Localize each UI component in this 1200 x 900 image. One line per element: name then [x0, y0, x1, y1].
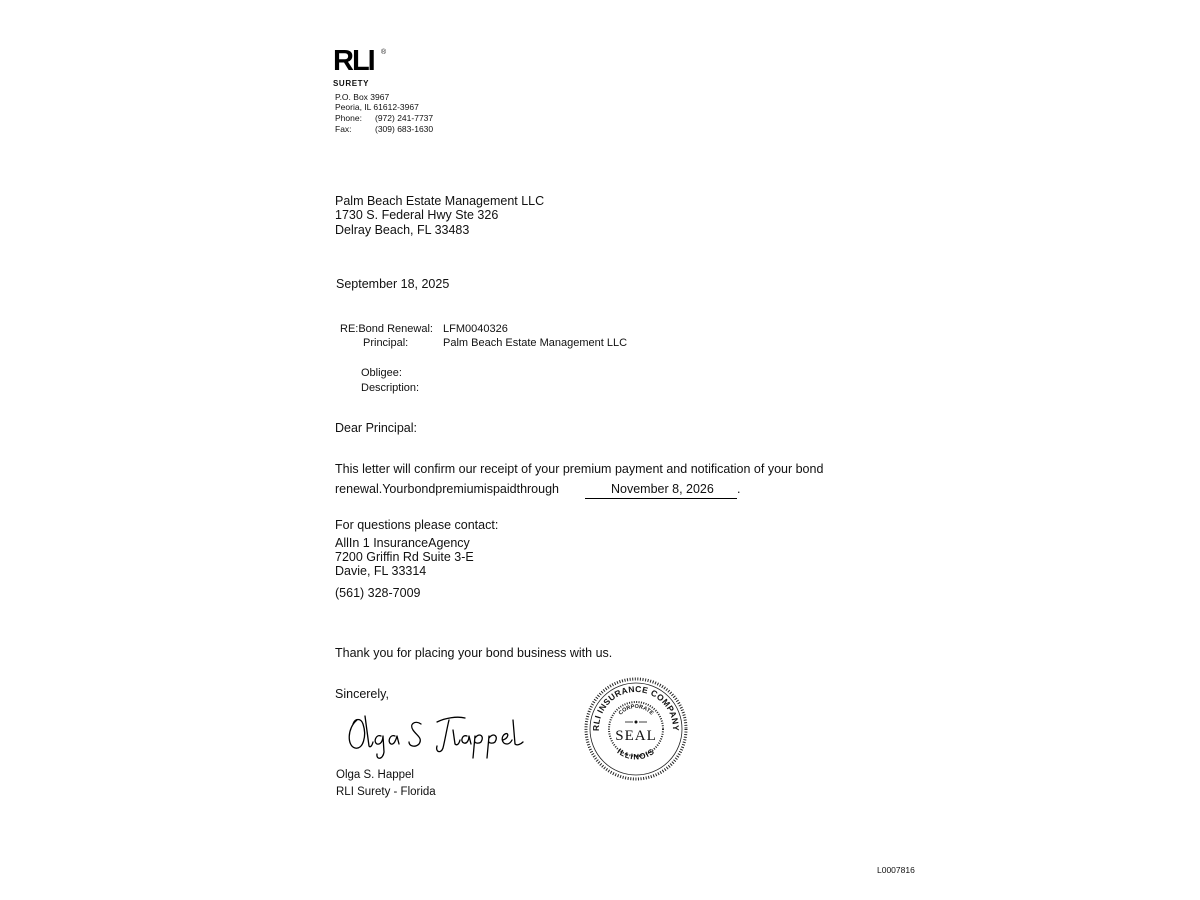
contact-street: 7200 Griffin Rd Suite 3-E [335, 550, 474, 564]
re-principal-value: Palm Beach Estate Management LLC [443, 337, 628, 349]
closing: Sincerely, [335, 687, 389, 701]
letterhead-fax: (309) 683-1630 [375, 124, 434, 134]
re-description-label: Description: [361, 382, 420, 394]
recipient-name: Palm Beach Estate Management LLC [335, 194, 545, 208]
signature-image [343, 710, 529, 764]
thanks-line: Thank you for placing your bond business with us. [335, 646, 613, 660]
seal-corporate-text: CORPORATE [617, 703, 655, 717]
paid-through-date: November 8, 2026 [611, 482, 714, 496]
recipient-city: Delray Beach, FL 33483 [335, 223, 470, 237]
seal-bottom-text: ILLINOIS [615, 746, 657, 762]
registered-mark: ® [381, 49, 387, 56]
logo-subtitle: SURETY [333, 79, 370, 88]
re-obligee-label: Obligee: [361, 367, 402, 379]
date-underline [585, 498, 737, 499]
body-line-2-suffix: . [737, 482, 741, 496]
salutation: Dear Principal: [335, 421, 417, 435]
letter-date: September 18, 2025 [336, 277, 450, 291]
re-principal-label: Principal: [363, 337, 409, 349]
seal-top-text: RLI INSURANCE COMPANY [590, 683, 682, 732]
company-logo: RLI [333, 45, 374, 77]
seal-center-text: SEAL [615, 728, 657, 744]
re-bond-label: RE:Bond Renewal: [340, 323, 433, 335]
letterhead-po-box: P.O. Box 3967 [335, 92, 390, 102]
corporate-seal [583, 676, 689, 782]
letterhead-phone-label: Phone: [335, 113, 362, 123]
letterhead-phone: (972) 241-7737 [375, 113, 434, 123]
body-line-2-prefix: renewal.Yourbondpremiumispaidthrough [335, 482, 559, 496]
recipient-street: 1730 S. Federal Hwy Ste 326 [335, 208, 499, 222]
letterhead-fax-label: Fax: [335, 124, 352, 134]
re-bond-number: LFM0040326 [443, 323, 508, 335]
letterhead-city: Peoria, IL 61612-3967 [335, 102, 419, 112]
contact-city: Davie, FL 33314 [335, 564, 427, 578]
signatory-name: Olga S. Happel [336, 769, 414, 781]
body-line-1: This letter will confirm our receipt of your premium payment and notification of your bond [335, 462, 824, 476]
signatory-title: RLI Surety - Florida [336, 786, 436, 798]
footer-code: L0007816 [877, 865, 915, 875]
contact-agency: AllIn 1 InsuranceAgency [335, 536, 470, 550]
contact-heading: For questions please contact: [335, 518, 499, 532]
contact-phone: (561) 328-7009 [335, 586, 421, 600]
